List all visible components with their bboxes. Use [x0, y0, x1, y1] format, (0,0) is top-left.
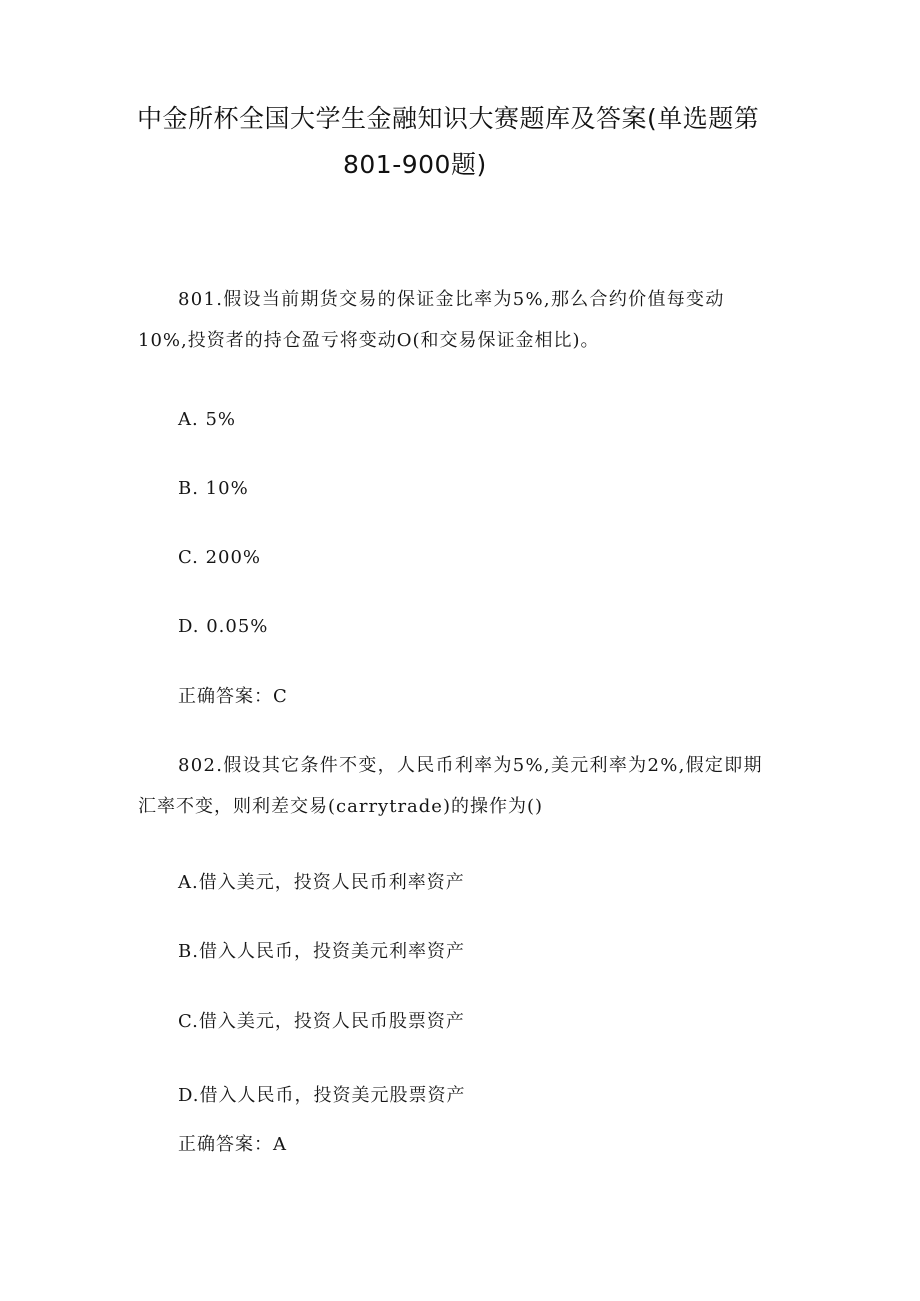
page-title	[0, 96, 920, 188]
question-802-option-d: D.借入人民币，投资美元股票资产	[178, 1085, 466, 1106]
question-stem-line: 801.假设当前期货交易的保证金比率为5%,那么合约价值每变动	[178, 289, 725, 310]
question-801-stem	[138, 287, 798, 354]
question-802-stem	[138, 753, 798, 820]
title-line-2: 801-900题)	[343, 150, 487, 179]
question-802-answer: 正确答案：A	[178, 1134, 287, 1155]
question-801-option-a: A. 5%	[178, 409, 236, 430]
question-801-option-d: D. 0.05%	[178, 616, 269, 637]
question-801-answer: 正确答案：C	[178, 686, 288, 707]
question-802-option-b: B.借入人民币，投资美元利率资产	[178, 941, 465, 962]
question-802-option-a: A.借入美元，投资人民币利率资产	[178, 872, 465, 893]
question-802-option-c: C.借入美元，投资人民币股票资产	[178, 1011, 465, 1032]
question-stem-line: 802.假设其它条件不变，人民币利率为5%,美元利率为2%,假定即期	[178, 755, 763, 776]
question-801-option-b: B. 10%	[178, 478, 249, 499]
question-stem-line: 10%,投资者的持仓盈亏将变动O(和交易保证金相比)。	[138, 330, 600, 351]
question-stem-line: 汇率不变，则利差交易(carrytrade)的操作为()	[138, 796, 544, 817]
question-801-option-c: C. 200%	[178, 547, 262, 568]
title-line-1: 中金所杯全国大学生金融知识大赛题库及答案(单选题第	[137, 104, 760, 133]
